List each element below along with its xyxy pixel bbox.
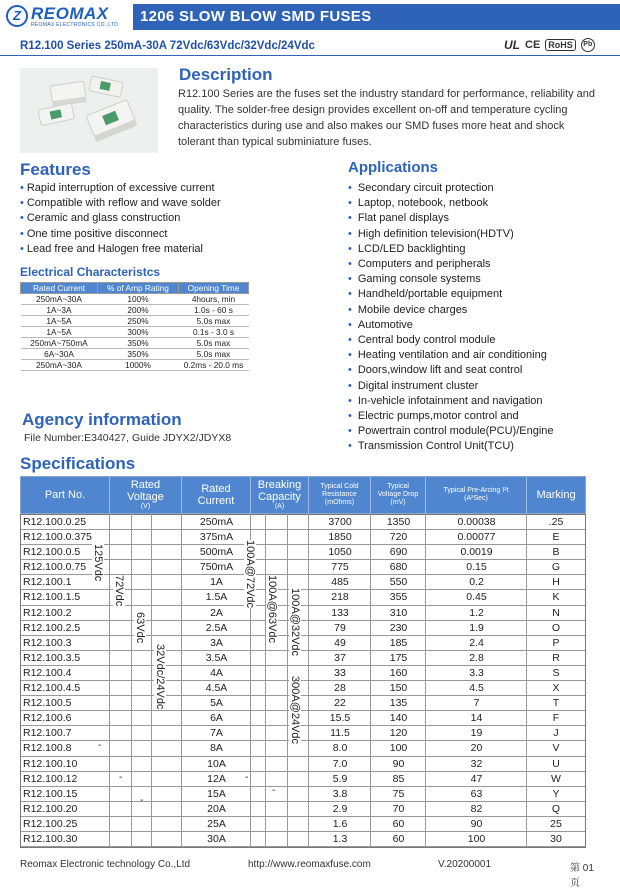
cold-resistance-cell: 37 xyxy=(334,651,346,664)
dash-63vdc: - xyxy=(140,795,144,806)
reomax-logo xyxy=(6,4,124,30)
rated-current-cell: 2.5A xyxy=(205,621,228,634)
header-pre-arcing: Typical Pre-Arcing I²t (A²Sec) xyxy=(426,477,527,513)
part-no-cell: R12.100.1.5 xyxy=(23,591,81,604)
pre-arcing-cell: 2.4 xyxy=(469,636,484,649)
description-title: Description xyxy=(179,65,273,84)
application-item: • Central body control module xyxy=(348,333,554,348)
application-item: • Handheld/portable equipment xyxy=(348,287,554,302)
part-no-cell: R12.100.25 xyxy=(23,817,78,830)
marking-cell: P xyxy=(552,636,560,649)
marking-cell: G xyxy=(551,561,561,574)
voltage-drop-cell: 230 xyxy=(389,621,408,634)
table-cell: 250mA~750mA xyxy=(21,338,98,349)
table-cell: 0.2ms - 20.0 ms xyxy=(179,360,249,371)
ul-cert-icon: UL xyxy=(504,38,520,52)
certifications xyxy=(504,36,595,54)
rated-current-cell: 7A xyxy=(210,727,223,740)
table-cell: 350% xyxy=(98,349,179,360)
specifications-title: Specifications xyxy=(20,454,136,473)
cold-resistance-cell: 49 xyxy=(334,636,346,649)
voltage-drop-cell: 70 xyxy=(392,802,405,815)
cold-resistance-cell: 8.0 xyxy=(332,742,348,755)
rated-current-cell: 30A xyxy=(207,832,226,845)
table-row xyxy=(21,590,585,605)
features-title: Features xyxy=(20,160,91,179)
table-row xyxy=(21,305,249,316)
spec-table-header xyxy=(20,476,586,514)
logo-mark-icon: Z xyxy=(6,5,28,27)
part-no-cell: R12.100.2.5 xyxy=(23,621,81,634)
marking-cell: H xyxy=(552,576,560,589)
pre-arcing-cell: 63 xyxy=(470,787,483,800)
rated-current-cell: 1.5A xyxy=(205,591,228,604)
breaking-100a-32vdc: 100A@32Vdc xyxy=(289,588,301,657)
marking-cell: O xyxy=(551,621,561,634)
table-row xyxy=(21,832,585,847)
table-cell: 300% xyxy=(98,327,179,338)
cold-resistance-cell: 33 xyxy=(334,666,346,679)
table-row xyxy=(21,787,585,802)
part-no-cell: R12.100.0.5 xyxy=(23,546,81,559)
series-title: R12.100 Series 250mA-30A 72Vdc/63Vdc/32Vdc/24Vdc xyxy=(20,40,315,52)
cold-resistance-cell: 3700 xyxy=(328,516,352,528)
marking-cell: 25 xyxy=(550,817,562,830)
electrical-title: Electrical Characteristcs xyxy=(20,265,161,279)
feature-item: • Rapid interruption of excessive current xyxy=(20,181,221,196)
table-row xyxy=(21,360,249,371)
marking-cell: R xyxy=(552,651,560,664)
table-row xyxy=(21,651,585,666)
pre-arcing-cell: 0.45 xyxy=(466,591,487,604)
feature-item: • Ceramic and glass construction xyxy=(20,211,221,226)
grid-line xyxy=(181,514,182,847)
table-row xyxy=(21,327,249,338)
rated-current-cell: 375mA xyxy=(199,531,234,544)
table-cell: 6A~30A xyxy=(21,349,98,360)
rated-current-cell: 10A xyxy=(207,757,226,770)
table-row xyxy=(21,545,585,560)
voltage-125vdc: 125Vdc xyxy=(92,544,104,582)
cold-resistance-cell: 7.0 xyxy=(332,757,348,770)
marking-cell: J xyxy=(553,727,559,740)
application-item: • Automotive xyxy=(348,318,554,333)
part-no-cell: R12.100.12 xyxy=(23,772,78,785)
header-breaking-capacity: Breaking Capacity (A) xyxy=(251,477,309,513)
pre-arcing-cell: 0.2 xyxy=(469,576,484,589)
application-item: • Doors,window lift and seat control xyxy=(348,363,554,378)
part-no-cell: R12.100.0.375 xyxy=(23,531,92,544)
application-item: • Powertrain control module(PCU)/Engine xyxy=(348,424,554,439)
table-row xyxy=(21,757,585,772)
footer-version: V.20200001 xyxy=(438,859,492,870)
table-cell: 1A~3A xyxy=(21,305,98,316)
cold-resistance-cell: 775 xyxy=(331,561,349,574)
marking-cell: X xyxy=(552,682,560,695)
rated-current-cell: 4.5A xyxy=(205,682,228,695)
marking-cell: N xyxy=(552,606,560,619)
header-marking: Marking xyxy=(536,489,576,501)
footer-company: Reomax Electronic technology Co.,Ltd xyxy=(20,859,191,870)
table-row xyxy=(21,575,585,590)
table-cell: 0.1s - 3.0 s xyxy=(179,327,249,338)
table-cell: 250mA~30A xyxy=(21,294,98,305)
application-item: • Laptop, notebook, netbook xyxy=(348,196,554,211)
breaking-100a-63vdc: 100A@63Vdc xyxy=(266,575,278,644)
header-cold-resistance: Typical Cold Resistance (mOhms) xyxy=(309,477,371,513)
header-rated-voltage: Rated Voltage (V) xyxy=(110,477,182,513)
series-bar xyxy=(0,34,620,56)
voltage-drop-cell: 120 xyxy=(389,727,408,740)
pre-arcing-cell: 1.2 xyxy=(469,606,484,619)
table-cell: 1000% xyxy=(98,360,179,371)
part-no-cell: R12.100.6 xyxy=(23,712,72,725)
grid-line xyxy=(109,514,110,847)
table-cell: 200% xyxy=(98,305,179,316)
application-item: • Secondary circuit protection xyxy=(348,181,554,196)
voltage-drop-cell: 720 xyxy=(389,531,408,544)
rated-current-cell: 250mA xyxy=(199,516,234,528)
table-row xyxy=(21,772,585,787)
part-no-cell: R12.100.4.5 xyxy=(23,682,81,695)
voltage-drop-cell: 60 xyxy=(392,817,405,830)
pre-arcing-cell: 47 xyxy=(470,772,483,785)
part-no-cell: R12.100.0.75 xyxy=(23,561,87,574)
table-row xyxy=(21,636,585,651)
marking-cell: T xyxy=(552,697,560,710)
part-no-cell: R12.100.3 xyxy=(23,636,72,649)
part-no-cell: R12.100.2 xyxy=(23,606,72,619)
application-item: • In-vehicle infotainment and navigation xyxy=(348,394,554,409)
cold-resistance-cell: 22 xyxy=(334,697,346,710)
grid-line xyxy=(308,514,309,847)
marking-cell: E xyxy=(552,531,560,544)
marking-cell: U xyxy=(552,757,560,770)
rated-current-cell: 20A xyxy=(207,802,226,815)
table-cell: 1A~5A xyxy=(21,316,98,327)
voltage-drop-cell: 150 xyxy=(389,682,408,695)
marking-cell: .25 xyxy=(548,516,564,528)
cold-resistance-cell: 79 xyxy=(334,621,346,634)
table-row xyxy=(21,338,249,349)
table-row xyxy=(21,802,585,817)
voltage-drop-cell: 140 xyxy=(389,712,408,725)
pre-arcing-cell: 100 xyxy=(467,832,486,845)
cold-resistance-cell: 485 xyxy=(331,576,349,589)
header-part-no: Part No. xyxy=(21,477,110,513)
rated-current-cell: 12A xyxy=(207,772,226,785)
cold-resistance-cell: 2.9 xyxy=(332,802,348,815)
table-row xyxy=(21,621,585,636)
pre-arcing-cell: 4.5 xyxy=(469,682,484,695)
rated-current-cell: 3.5A xyxy=(205,651,228,664)
header-rated-current: Rated Current xyxy=(182,477,251,513)
marking-cell: V xyxy=(552,742,560,755)
application-item: • Transmission Control Unit(TCU) xyxy=(348,439,554,454)
rated-current-cell: 8A xyxy=(210,742,223,755)
cold-resistance-cell: 28 xyxy=(334,682,346,695)
table-row xyxy=(21,515,585,530)
rated-current-cell: 2A xyxy=(210,606,223,619)
pre-arcing-cell: 14 xyxy=(470,712,483,725)
pre-arcing-cell: 32 xyxy=(470,757,483,770)
part-no-cell: R12.100.4 xyxy=(23,666,72,679)
pre-arcing-cell: 3.3 xyxy=(469,666,484,679)
pre-arcing-cell: 0.15 xyxy=(466,561,487,574)
part-no-cell: R12.100.10 xyxy=(23,757,78,770)
cold-resistance-cell: 5.9 xyxy=(332,772,348,785)
pb-free-icon: Pb xyxy=(581,38,595,52)
pre-arcing-cell: 90 xyxy=(470,817,483,830)
table-row xyxy=(21,726,585,741)
voltage-32vdc-24vdc: 32Vdc/24Vdc xyxy=(154,644,166,710)
table-cell: 1A~5A xyxy=(21,327,98,338)
application-item: • Mobile device charges xyxy=(348,303,554,318)
rated-current-cell: 6A xyxy=(210,712,223,725)
rated-current-cell: 500mA xyxy=(199,546,234,559)
electrical-header: % of Amp Rating xyxy=(98,283,179,294)
cold-resistance-cell: 1.3 xyxy=(332,832,348,845)
voltage-drop-cell: 75 xyxy=(392,787,405,800)
application-item: • Electric pumps,motor control and xyxy=(348,409,554,424)
pre-arcing-cell: 20 xyxy=(470,742,483,755)
part-no-cell: R12.100.7 xyxy=(23,727,72,740)
voltage-drop-cell: 550 xyxy=(389,576,408,589)
voltage-drop-cell: 185 xyxy=(389,636,408,649)
dash-125vdc: - xyxy=(98,740,102,751)
part-no-cell: R12.100.0.25 xyxy=(23,516,87,528)
table-row xyxy=(21,606,585,621)
description-text: R12.100 Series are the fuses set the industry standard for performance, reliability and quality. The solder-free design provides excellent on-off and temperature cycling characteristics during use and also makes our SMD fuses more heat and shock tolerant than typical subminiature fuses. xyxy=(178,88,596,148)
voltage-drop-cell: 175 xyxy=(389,651,408,664)
part-no-cell: R12.100.3.5 xyxy=(23,651,81,664)
marking-cell: Q xyxy=(551,802,561,815)
marking-cell: W xyxy=(551,772,561,785)
table-row xyxy=(21,666,585,681)
footer xyxy=(20,855,600,889)
marking-cell: Y xyxy=(552,787,560,800)
part-no-cell: R12.100.8 xyxy=(23,742,72,755)
dash-72vdc: - xyxy=(119,772,123,783)
applications-title: Applications xyxy=(348,159,439,176)
grid-line xyxy=(265,514,266,847)
feature-item: • Lead free and Halogen free material xyxy=(20,242,221,257)
rated-current-cell: 5A xyxy=(210,697,223,710)
voltage-drop-cell: 160 xyxy=(389,666,408,679)
dash-breaking-72vdc: - xyxy=(245,772,249,783)
part-no-cell: R12.100.1 xyxy=(23,576,72,589)
rated-current-cell: 750mA xyxy=(199,561,234,574)
table-cell: 100% xyxy=(98,294,179,305)
product-image xyxy=(20,68,158,153)
table-cell: 1.0s - 60 s xyxy=(179,305,249,316)
logo-subtitle: REOMAX ELECTRONICS CO.,LTD xyxy=(31,22,119,28)
application-item: • High definition television(HDTV) xyxy=(348,227,554,242)
agency-text: File Number:E340427, Guide JDYX2/JDYX8 xyxy=(24,432,232,444)
table-row xyxy=(21,681,585,696)
agency-title: Agency information xyxy=(22,410,182,429)
cold-resistance-cell: 15.5 xyxy=(329,712,351,725)
application-item: • Digital instrument cluster xyxy=(348,379,554,394)
header xyxy=(0,0,620,34)
part-no-cell: R12.100.15 xyxy=(23,787,78,800)
grid-line xyxy=(151,514,152,847)
table-row xyxy=(21,349,249,360)
grid-line xyxy=(131,514,132,847)
spec-table-body xyxy=(20,514,586,848)
marking-cell: K xyxy=(552,591,560,604)
part-no-cell: R12.100.20 xyxy=(23,802,78,815)
pre-arcing-cell: 0.00038 xyxy=(457,516,496,528)
header-voltage-drop: Typical Voltage Drop (mV) xyxy=(371,477,426,513)
grid-line xyxy=(287,514,288,847)
table-cell: 250% xyxy=(98,316,179,327)
table-cell: 5.0s max xyxy=(179,349,249,360)
pre-arcing-cell: 1.9 xyxy=(469,621,484,634)
voltage-drop-cell: 1350 xyxy=(386,516,411,528)
table-row xyxy=(21,530,585,545)
voltage-drop-cell: 680 xyxy=(389,561,408,574)
table-row xyxy=(21,560,585,575)
rated-current-cell: 4A xyxy=(210,666,223,679)
voltage-63vdc: 63Vdc xyxy=(134,612,146,644)
voltage-drop-cell: 90 xyxy=(392,757,405,770)
table-row xyxy=(21,817,585,832)
grid-line xyxy=(526,514,527,847)
rohs-cert-icon: RoHS xyxy=(545,39,576,51)
cold-resistance-cell: 133 xyxy=(331,606,349,619)
logo-word: REOMAX xyxy=(31,4,109,23)
voltage-drop-cell: 135 xyxy=(389,697,408,710)
table-cell: 5.0s max xyxy=(179,338,249,349)
table-row xyxy=(21,294,249,305)
footer-page: 第 01页 xyxy=(570,863,594,889)
pre-arcing-cell: 19 xyxy=(470,727,483,740)
voltage-drop-cell: 355 xyxy=(389,591,408,604)
table-cell: 250mA~30A xyxy=(21,360,98,371)
grid-line xyxy=(370,514,371,847)
rated-current-cell: 3A xyxy=(210,636,223,649)
marking-cell: F xyxy=(552,712,560,725)
part-no-cell: R12.100.30 xyxy=(23,832,78,845)
breaking-300a-24vdc: 300A@24Vdc xyxy=(289,676,301,745)
marking-cell: B xyxy=(552,546,560,559)
cold-resistance-cell: 3.8 xyxy=(332,787,348,800)
electrical-header: Opening Time xyxy=(179,283,249,294)
electrical-table xyxy=(20,282,249,371)
cold-resistance-cell: 218 xyxy=(331,591,349,604)
page-title: 1206 SLOW BLOW SMD FUSES xyxy=(133,4,620,30)
voltage-drop-cell: 85 xyxy=(392,772,405,785)
application-item: • Computers and peripherals xyxy=(348,257,554,272)
table-cell: 4hours, min xyxy=(179,294,249,305)
cold-resistance-cell: 1850 xyxy=(328,531,352,544)
table-cell: 5.0s max xyxy=(179,316,249,327)
rated-current-cell: 25A xyxy=(207,817,226,830)
applications-list xyxy=(348,181,554,455)
marking-cell: S xyxy=(552,666,560,679)
feature-item: • One time positive disconnect xyxy=(20,227,221,242)
dash-breaking-63vdc: - xyxy=(272,785,276,796)
application-item: • Flat panel displays xyxy=(348,211,554,226)
voltage-drop-cell: 690 xyxy=(389,546,408,559)
pre-arcing-cell: 82 xyxy=(470,802,483,815)
voltage-drop-cell: 310 xyxy=(389,606,408,619)
pre-arcing-cell: 0.00077 xyxy=(457,531,496,544)
electrical-header: Rated Current xyxy=(21,283,98,294)
breaking-100a-72vdc: 100A@72Vdc xyxy=(244,540,256,609)
pre-arcing-cell: 7 xyxy=(473,697,480,710)
table-row xyxy=(21,741,585,756)
rated-current-cell: 1A xyxy=(210,576,223,589)
marking-cell: 30 xyxy=(550,832,562,845)
table-row xyxy=(21,711,585,726)
application-item: • LCD/LED backlighting xyxy=(348,242,554,257)
features-list xyxy=(20,181,221,257)
table-row xyxy=(21,316,249,327)
feature-item: • Compatible with reflow and wave solder xyxy=(20,196,221,211)
cold-resistance-cell: 1.6 xyxy=(332,817,348,830)
grid-line xyxy=(425,514,426,847)
pre-arcing-cell: 2.8 xyxy=(469,651,484,664)
application-item: • Gaming console systems xyxy=(348,272,554,287)
footer-url: http://www.reomaxfuse.com xyxy=(248,859,371,870)
table-row xyxy=(21,696,585,711)
voltage-72vdc: 72Vdc xyxy=(113,575,125,607)
voltage-drop-cell: 100 xyxy=(389,742,408,755)
part-no-cell: R12.100.5 xyxy=(23,697,72,710)
application-item: • Heating ventilation and air conditioning xyxy=(348,348,554,363)
cold-resistance-cell: 11.5 xyxy=(330,727,350,740)
voltage-drop-cell: 60 xyxy=(392,832,405,845)
pre-arcing-cell: 0.0019 xyxy=(460,546,493,559)
ce-cert-icon: CE xyxy=(525,39,541,51)
table-cell: 350% xyxy=(98,338,179,349)
rated-current-cell: 15A xyxy=(207,787,226,800)
cold-resistance-cell: 1050 xyxy=(328,546,352,559)
